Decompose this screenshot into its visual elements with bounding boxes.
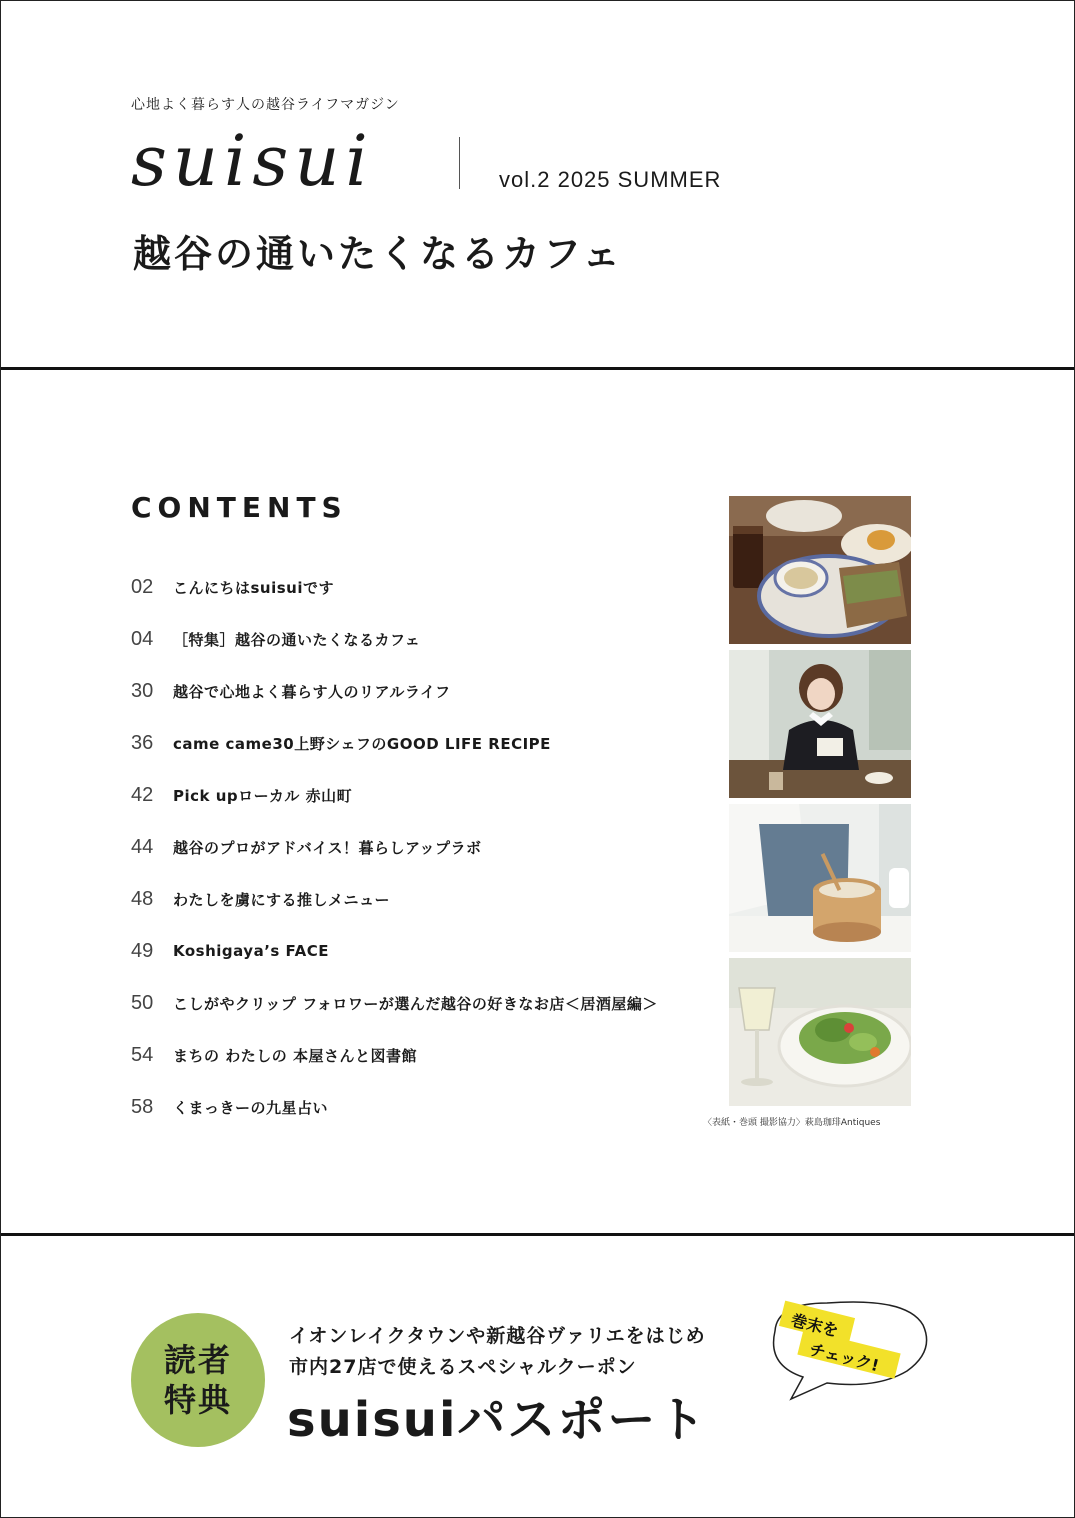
photo-caption: 〈表紙・巻頭 撮影協力〉萩島珈琲Antiques <box>703 1118 881 1128</box>
contents-heading: CONTENTS <box>131 491 348 524</box>
divider-top <box>1 367 1075 370</box>
bubble-text-1: 巻末を <box>789 1310 841 1341</box>
toc-item[interactable] <box>131 613 721 665</box>
toc-item[interactable] <box>131 561 721 613</box>
suisui-logo <box>129 121 429 201</box>
toc-item[interactable] <box>131 821 721 873</box>
toc-page-number: 48 <box>131 887 154 910</box>
toc-title: こしがやクリップ フォロワーが選んだ越谷の好きなお店＜居酒屋編＞ <box>173 994 658 1013</box>
toc-title: ［特集］越谷の通いたくなるカフェ <box>173 630 421 649</box>
reader-benefit-badge <box>131 1313 265 1447</box>
woman-reading-photo <box>729 650 911 798</box>
toc-page-number: 50 <box>131 991 154 1014</box>
toc-item[interactable] <box>131 977 721 1029</box>
toc-title: Koshigaya’s FACE <box>173 942 329 960</box>
toc-title: まちの わたしの 本屋さんと図書館 <box>173 1046 417 1065</box>
photo-column <box>729 496 911 1112</box>
toc-title: came came30上野シェフのGOOD LIFE RECIPE <box>173 734 551 753</box>
passport-description-2: 市内27店で使えるスペシャルクーポン <box>289 1356 637 1378</box>
toc-item[interactable] <box>131 769 721 821</box>
toc-page-number: 30 <box>131 679 154 702</box>
salad-wine-photo <box>729 958 911 1106</box>
toc-title: くまっきーの九星占い <box>173 1098 329 1117</box>
divider-bottom <box>1 1233 1075 1236</box>
toc-page-number: 44 <box>131 835 154 858</box>
logo-divider <box>459 137 460 189</box>
toc-page-number: 58 <box>131 1095 154 1118</box>
toc-page-number: 04 <box>131 627 154 650</box>
toc-title: 越谷のプロがアドバイス！暮らしアップラボ <box>173 838 482 857</box>
toc-item[interactable] <box>131 873 721 925</box>
badge-line-1: 読者 <box>163 1341 232 1379</box>
toc-item[interactable] <box>131 1081 721 1133</box>
toc-page-number: 36 <box>131 731 154 754</box>
toc-page-number: 42 <box>131 783 154 806</box>
toc-item[interactable] <box>131 1029 721 1081</box>
issue-label: vol.2 2025 SUMMER <box>499 167 722 192</box>
logo-text: suisui <box>131 121 374 201</box>
passport-description-1: イオンレイクタウンや新越谷ヴァリエをはじめ <box>289 1325 706 1347</box>
bubble-text-2: チェック! <box>807 1339 881 1376</box>
passport-title: suisuiパスポート <box>287 1392 708 1448</box>
kitchen-cooking-photo <box>729 804 911 952</box>
toc-item[interactable] <box>131 925 721 977</box>
toc-title: 越谷で心地よく暮らす人のリアルライフ <box>173 682 451 701</box>
toc-title: こんにちはsuisuiです <box>173 578 334 597</box>
toc-title: Pick upローカル 赤山町 <box>173 786 353 805</box>
toc-page-number: 02 <box>131 575 154 598</box>
toc-page-number: 49 <box>131 939 154 962</box>
table-of-contents <box>131 561 721 1133</box>
toc-item[interactable] <box>131 665 721 717</box>
toc-page-number: 54 <box>131 1043 154 1066</box>
feature-title: 越谷の通いたくなるカフェ <box>133 232 624 276</box>
toc-item[interactable] <box>131 717 721 769</box>
badge-line-2: 特典 <box>163 1381 232 1419</box>
toc-title: わたしを虜にする推しメニュー <box>173 890 391 909</box>
cafe-food-photo <box>729 496 911 644</box>
tagline: 心地よく暮らす人の越谷ライフマガジン <box>131 97 400 113</box>
